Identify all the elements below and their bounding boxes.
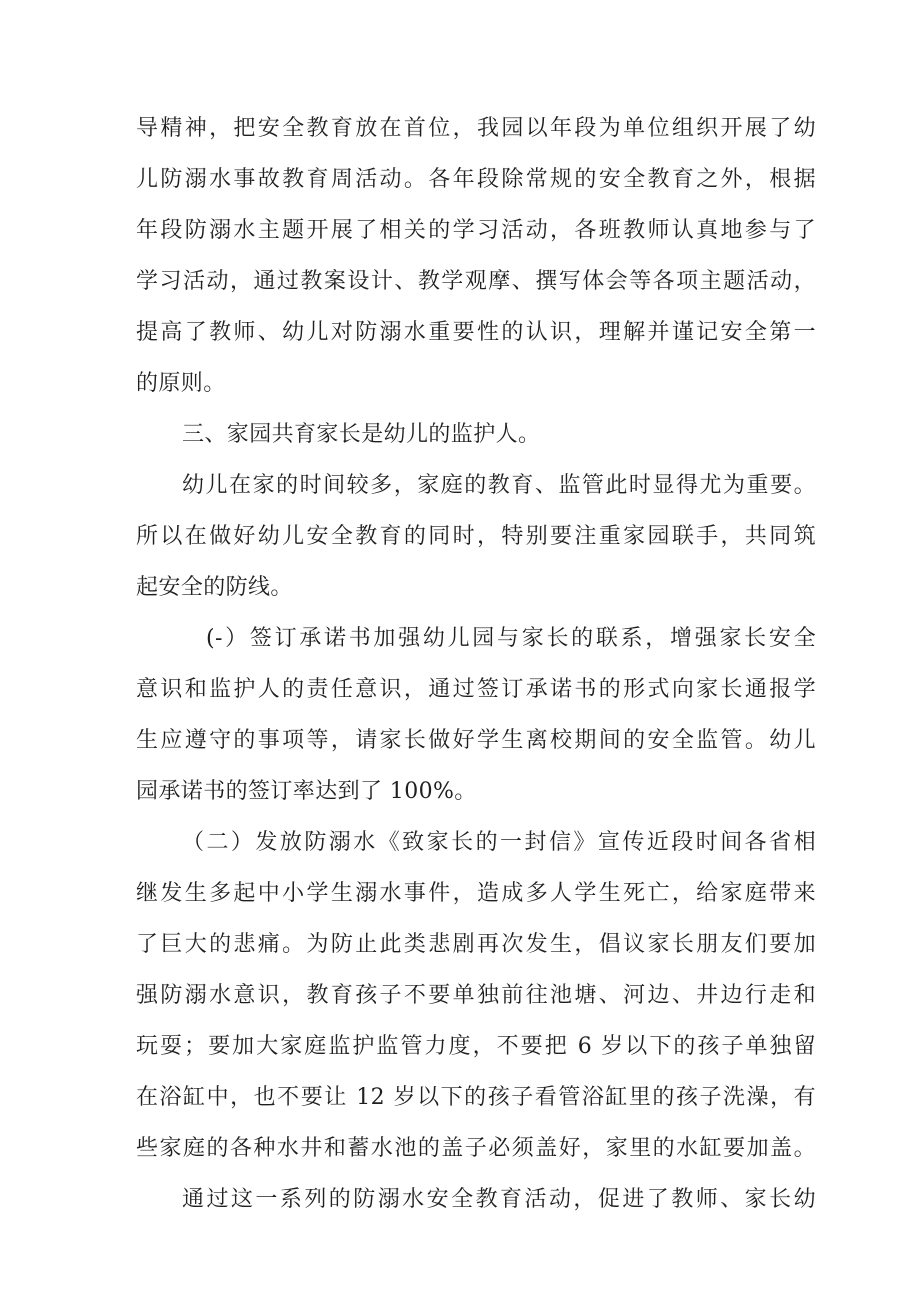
- text-line: 提高了教师、幼儿对防溺水重要性的认识，理解并谨记安全第一: [136, 320, 816, 345]
- text-line: 年段防溺水主题开展了相关的学习活动，各班教师认真地参与了: [136, 218, 816, 243]
- text-line: 生应遵守的事项等，请家长做好学生离校期间的安全监管。幼儿: [136, 728, 816, 753]
- subsection-first-line: （二）发放防溺水《致家长的一封信》宣传近段时间各省相: [182, 830, 816, 855]
- text-line: 园承诺书的签订率达到了 100%。: [136, 779, 477, 804]
- text-line: 玩耍；要加大家庭监护监管力度，不要把 6 岁以下的孩子单独留: [136, 1034, 816, 1059]
- text-line: 强防溺水意识，教育孩子不要单独前往池塘、河边、井边行走和: [136, 983, 816, 1008]
- subsection-first-line: (-）签订承诺书加强幼儿园与家长的联系，增强家长安全: [206, 626, 816, 651]
- paragraph-first-line: 通过这一系列的防溺水安全教育活动，促进了教师、家长幼: [182, 1187, 816, 1212]
- text-line: 了巨大的悲痛。为防止此类悲剧再次发生，倡议家长朋友们要加: [136, 932, 816, 957]
- text-line: 学习活动，通过教案设计、教学观摩、撰写体会等各项主题活动，: [136, 269, 816, 294]
- text-line: 导精神，把安全教育放在首位，我园以年段为单位组织开展了幼: [136, 116, 816, 141]
- section-heading: 三、家园共育家长是幼儿的监护人。: [182, 422, 541, 447]
- text-line: 意识和监护人的责任意识，通过签订承诺书的形式向家长通报学: [136, 677, 816, 702]
- text-line: 在浴缸中，也不要让 12 岁以下的孩子看管浴缸里的孩子洗澡，有: [136, 1085, 816, 1110]
- text-line: 继发生多起中小学生溺水事件，造成多人学生死亡，给家庭带来: [136, 881, 816, 906]
- text-line: 的原则。: [136, 371, 226, 396]
- text-line: 些家庭的各种水井和蓄水池的盖子必须盖好，家里的水缸要加盖。: [136, 1136, 816, 1161]
- text-line: 所以在做好幼儿安全教育的同时，特别要注重家园联手，共同筑: [136, 524, 816, 549]
- paragraph-first-line: 幼儿在家的时间较多，家庭的教育、监管此时显得尤为重要。: [182, 473, 816, 498]
- text-line: 儿防溺水事故教育周活动。各年段除常规的安全教育之外，根据: [136, 167, 816, 192]
- text-line: 起安全的防线。: [136, 575, 293, 600]
